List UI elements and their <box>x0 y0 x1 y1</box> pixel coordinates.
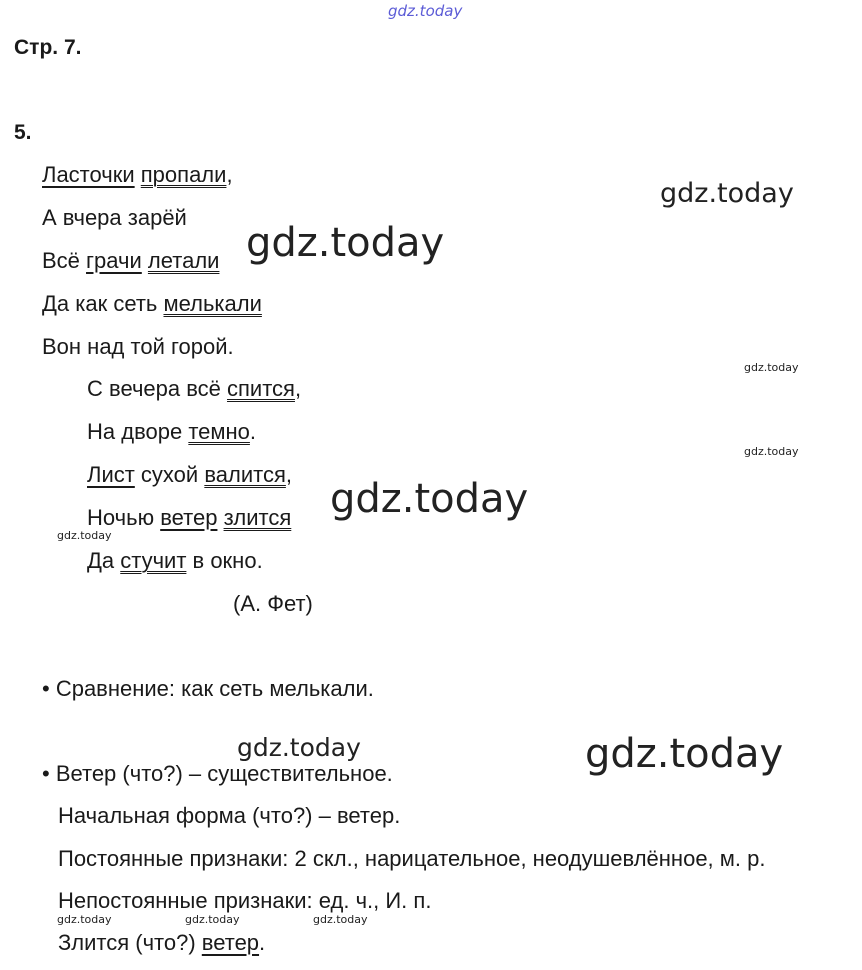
poem-text: С вечера всё <box>87 376 228 401</box>
watermark: gdz.today <box>585 731 784 777</box>
subject-word: ветер <box>160 505 218 530</box>
poem-line <box>87 376 301 402</box>
poem-text: Да как сеть <box>42 291 164 316</box>
watermark-top: gdz.today <box>388 2 463 20</box>
poem-line <box>87 462 292 488</box>
poem-line <box>42 162 233 188</box>
poem-text: , <box>226 162 233 187</box>
exercise-number: 5. <box>14 121 32 144</box>
predicate-word: мелькали <box>163 291 262 316</box>
poem-line <box>87 419 256 445</box>
initial-form: Начальная форма (что?) – ветер. <box>58 803 401 828</box>
subject-word: грачи <box>86 248 142 273</box>
final-sentence-suffix: . <box>259 930 266 955</box>
watermark: gdz.today <box>246 220 445 266</box>
watermark: gdz.today <box>57 529 112 542</box>
variable-features: Непостоянные признаки: ед. ч., И. п. <box>58 888 432 913</box>
poem-line <box>42 205 187 231</box>
poem-text: , <box>294 376 302 401</box>
predicate-word: темно <box>188 419 250 444</box>
poem-text: Вон над той горой. <box>42 334 234 359</box>
final-sentence <box>58 930 265 956</box>
poem-text: Ночью <box>87 505 161 530</box>
poem-line <box>87 548 263 574</box>
poem-text: А вчера зарёй <box>42 205 187 230</box>
watermark: gdz.today <box>330 476 529 522</box>
poem-text: Всё <box>42 248 87 273</box>
predicate-word: спится <box>227 376 295 401</box>
comparison-note: • Сравнение: как сеть мелькали. <box>42 676 374 701</box>
poem-text: На дворе <box>87 419 189 444</box>
watermark: gdz.today <box>744 445 799 458</box>
poem-text: . <box>249 419 257 444</box>
poem-line <box>42 334 234 360</box>
predicate-word: пропали <box>140 162 227 187</box>
predicate-word: стучит <box>120 548 187 573</box>
watermark: gdz.today <box>313 913 368 926</box>
poem-text: в окно. <box>186 548 263 573</box>
constant-features: Постоянные признаки: 2 скл., нарицательное, неодушевлённое, м. р. <box>58 846 766 871</box>
noun-heading: • Ветер (что?) – существительное. <box>42 761 393 786</box>
watermark: gdz.today <box>660 178 794 209</box>
poem-text: Да <box>87 548 121 573</box>
watermark: gdz.today <box>185 913 240 926</box>
subject-word: ветер <box>201 930 260 955</box>
page-heading: Стр. 7. <box>14 36 82 59</box>
watermark: gdz.today <box>237 733 361 762</box>
subject-word: Лист <box>87 462 135 487</box>
watermark: gdz.today <box>57 913 112 926</box>
poem-author: (А. Фет) <box>233 591 313 616</box>
watermark: gdz.today <box>744 361 799 374</box>
predicate-word: летали <box>147 248 220 273</box>
predicate-word: валится <box>204 462 286 487</box>
poem-line <box>42 248 219 274</box>
poem-line <box>42 291 262 317</box>
poem-line <box>87 505 291 531</box>
predicate-word: злится <box>223 505 292 530</box>
poem-text: сухой <box>134 462 205 487</box>
final-sentence-prefix: Злится (что?) <box>58 930 202 955</box>
poem-text: , <box>285 462 292 487</box>
subject-word: Ласточки <box>42 162 135 187</box>
